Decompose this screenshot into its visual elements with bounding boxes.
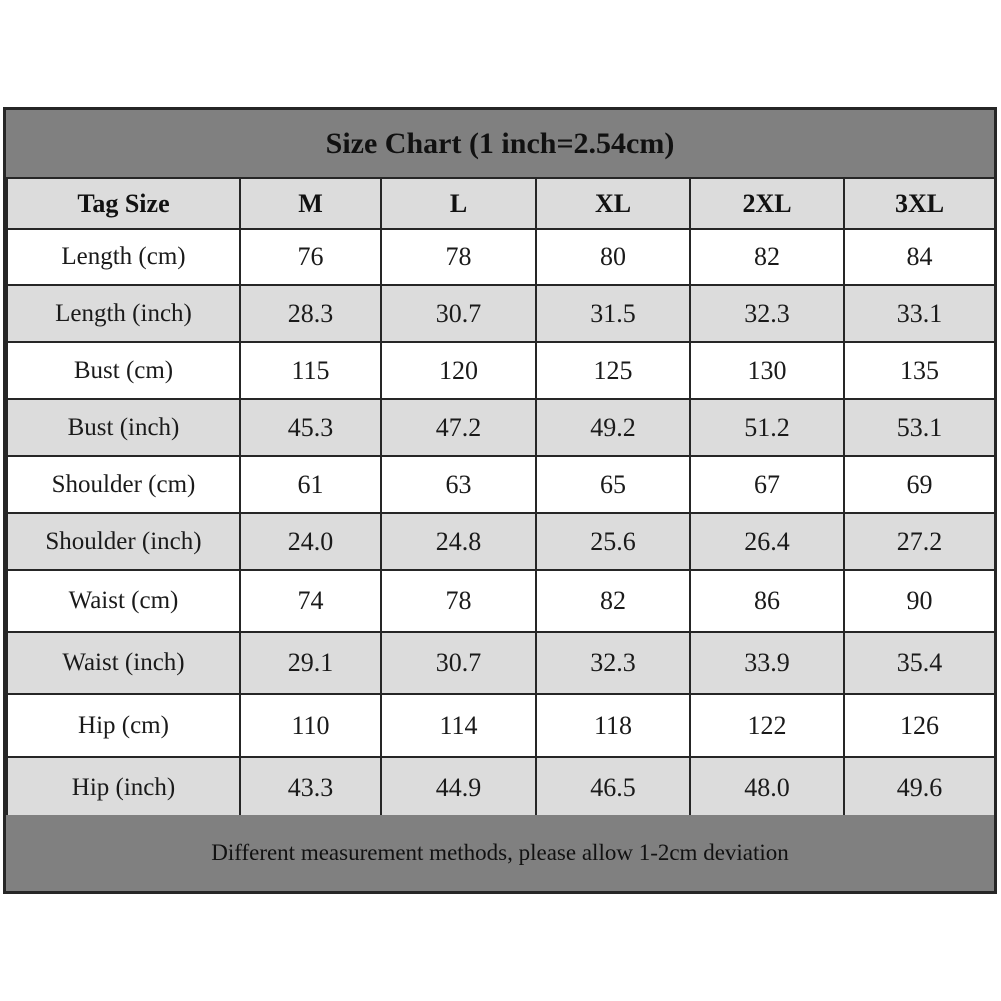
table-header-row — [7, 178, 995, 229]
row-label: Length (cm) — [7, 229, 240, 285]
table-cell: 125 — [536, 342, 690, 399]
table-row — [7, 694, 995, 757]
table-cell: 74 — [240, 570, 381, 632]
table-cell: 118 — [536, 694, 690, 757]
table-cell: 43.3 — [240, 757, 381, 819]
table-cell: 78 — [381, 570, 536, 632]
table-cell: 53.1 — [844, 399, 995, 456]
table-cell: 120 — [381, 342, 536, 399]
row-label: Hip (inch) — [7, 757, 240, 819]
table-cell: 31.5 — [536, 285, 690, 342]
table-cell: 44.9 — [381, 757, 536, 819]
table-row — [7, 632, 995, 694]
row-label: Hip (cm) — [7, 694, 240, 757]
table-cell: 80 — [536, 229, 690, 285]
table-body — [7, 229, 995, 819]
size-table — [6, 177, 996, 820]
table-cell: 126 — [844, 694, 995, 757]
table-row — [7, 456, 995, 513]
row-label: Length (inch) — [7, 285, 240, 342]
table-cell: 46.5 — [536, 757, 690, 819]
table-cell: 26.4 — [690, 513, 844, 570]
table-cell: 90 — [844, 570, 995, 632]
table-cell: 35.4 — [844, 632, 995, 694]
size-chart — [3, 107, 997, 894]
column-header-2xl: 2XL — [690, 178, 844, 229]
column-header-3xl: 3XL — [844, 178, 995, 229]
table-cell: 130 — [690, 342, 844, 399]
table-cell: 82 — [536, 570, 690, 632]
table-cell: 110 — [240, 694, 381, 757]
table-row — [7, 513, 995, 570]
row-label: Bust (inch) — [7, 399, 240, 456]
table-cell: 84 — [844, 229, 995, 285]
row-label: Shoulder (cm) — [7, 456, 240, 513]
table-cell: 86 — [690, 570, 844, 632]
table-cell: 61 — [240, 456, 381, 513]
table-row — [7, 757, 995, 819]
row-label: Waist (cm) — [7, 570, 240, 632]
table-cell: 135 — [844, 342, 995, 399]
table-cell: 49.2 — [536, 399, 690, 456]
table-cell: 65 — [536, 456, 690, 513]
table-cell: 25.6 — [536, 513, 690, 570]
table-cell: 114 — [381, 694, 536, 757]
row-label: Waist (inch) — [7, 632, 240, 694]
table-cell: 47.2 — [381, 399, 536, 456]
column-header-xl: XL — [536, 178, 690, 229]
table-cell: 29.1 — [240, 632, 381, 694]
table-cell: 30.7 — [381, 285, 536, 342]
table-cell: 32.3 — [690, 285, 844, 342]
table-cell: 33.1 — [844, 285, 995, 342]
table-cell: 48.0 — [690, 757, 844, 819]
table-cell: 67 — [690, 456, 844, 513]
table-cell: 82 — [690, 229, 844, 285]
table-cell: 24.8 — [381, 513, 536, 570]
table-cell: 76 — [240, 229, 381, 285]
table-cell: 27.2 — [844, 513, 995, 570]
table-cell: 28.3 — [240, 285, 381, 342]
column-header-tag-size: Tag Size — [7, 178, 240, 229]
footer-note: Different measurement methods, please allow 1-2cm deviation — [6, 815, 994, 891]
table-row — [7, 342, 995, 399]
table-cell: 122 — [690, 694, 844, 757]
table-cell: 115 — [240, 342, 381, 399]
chart-title: Size Chart (1 inch=2.54cm) — [6, 110, 994, 177]
table-cell: 78 — [381, 229, 536, 285]
table-row — [7, 229, 995, 285]
table-cell: 32.3 — [536, 632, 690, 694]
table-cell: 45.3 — [240, 399, 381, 456]
table-row — [7, 570, 995, 632]
table-cell: 24.0 — [240, 513, 381, 570]
table-cell: 69 — [844, 456, 995, 513]
table-row — [7, 399, 995, 456]
table-cell: 33.9 — [690, 632, 844, 694]
column-header-l: L — [381, 178, 536, 229]
row-label: Bust (cm) — [7, 342, 240, 399]
row-label: Shoulder (inch) — [7, 513, 240, 570]
table-row — [7, 285, 995, 342]
table-cell: 30.7 — [381, 632, 536, 694]
table-cell: 63 — [381, 456, 536, 513]
column-header-m: M — [240, 178, 381, 229]
table-cell: 51.2 — [690, 399, 844, 456]
table-cell: 49.6 — [844, 757, 995, 819]
